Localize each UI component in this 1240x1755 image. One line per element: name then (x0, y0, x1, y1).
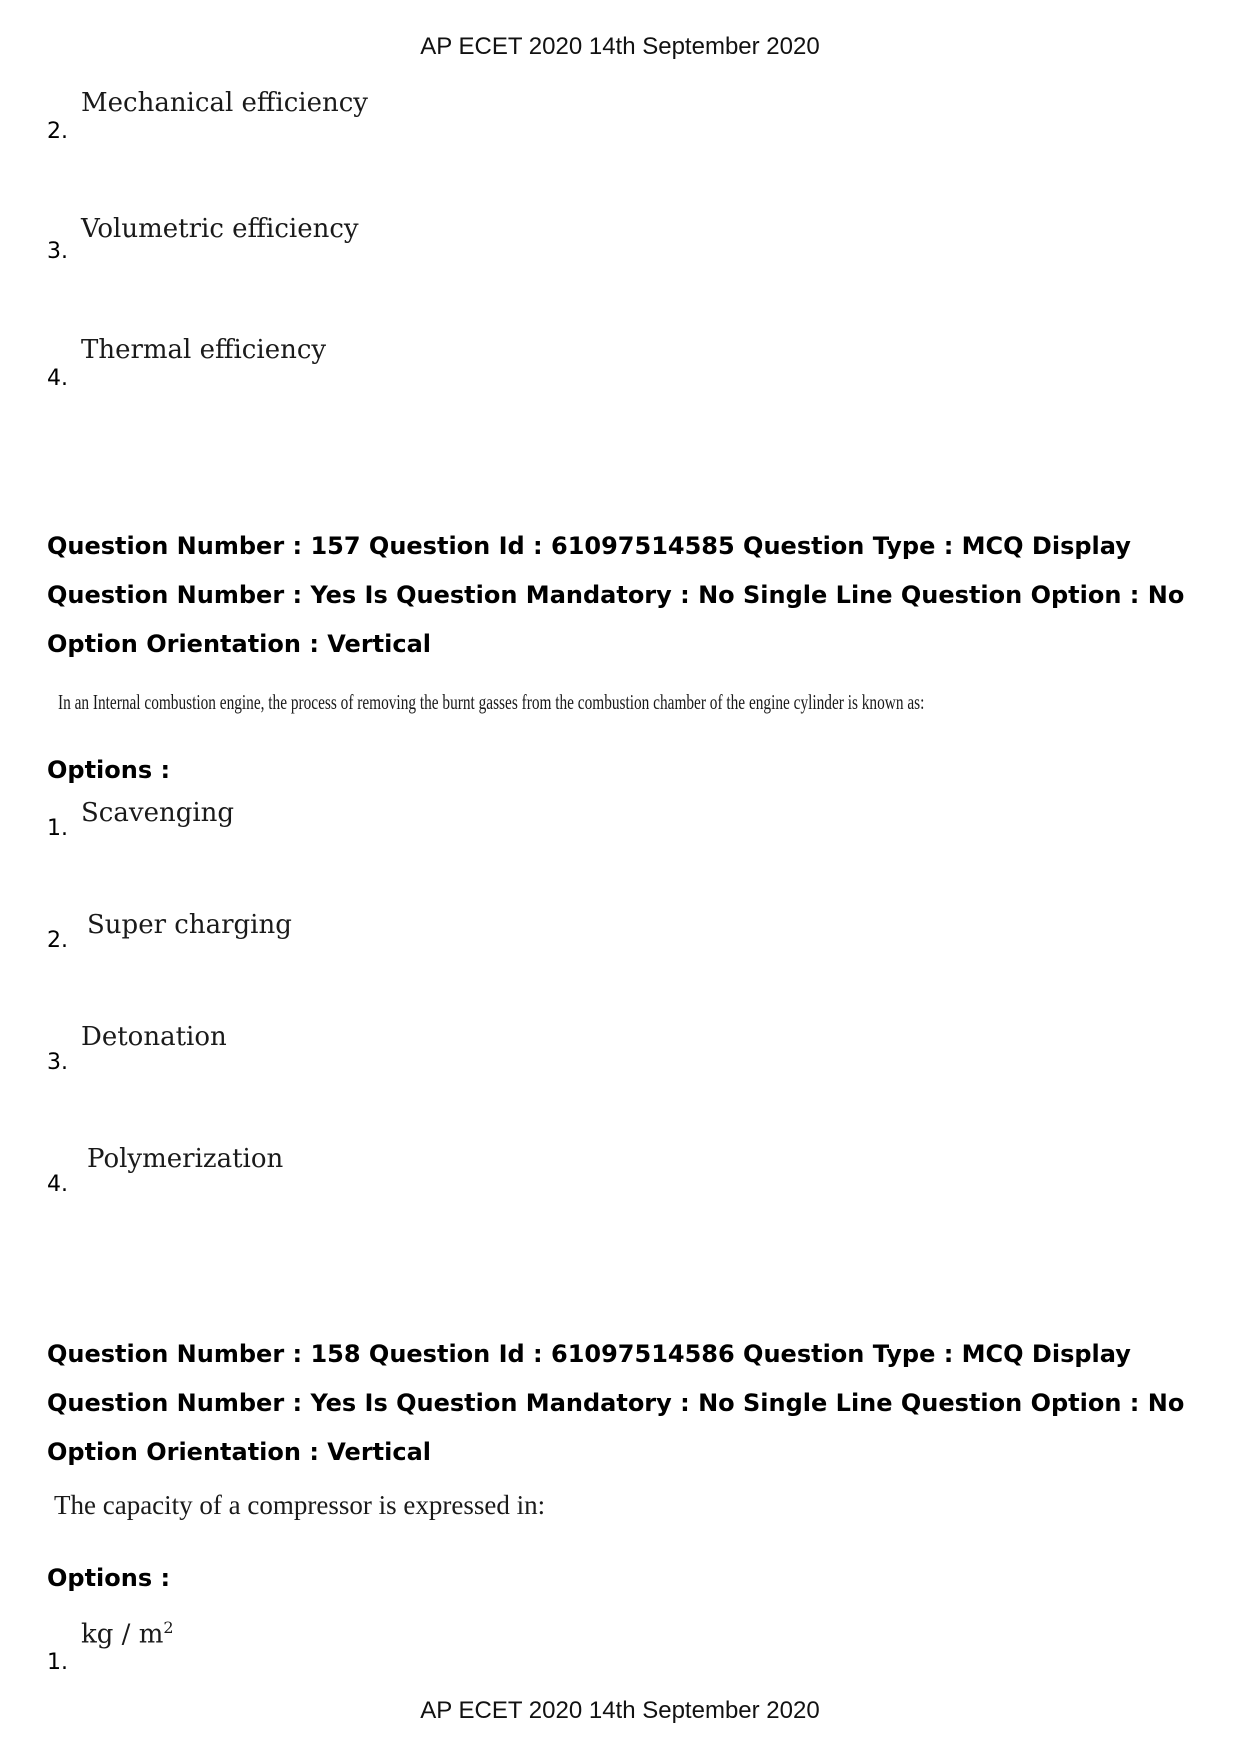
option-item[interactable] (47, 88, 747, 168)
option-number: 4. (47, 366, 68, 391)
option-text: Detonation (81, 1022, 227, 1052)
option-text: Volumetric efficiency (81, 214, 359, 244)
option-item[interactable] (47, 1614, 747, 1694)
question-meta: Question Number : 157 Question Id : 61097514585 Question Type : MCQ Display Question Number : Yes Is Question Mandatory : No Single Line Question Option : No Option Orientation : Vertical (47, 532, 1185, 658)
question-text: In an Internal combustion engine, the process of removing the burnt gasses from the combustion chamber of the engine cylinder is known as: (58, 690, 925, 714)
option-number: 2. (47, 928, 68, 953)
option-item[interactable] (47, 214, 747, 294)
option-text (81, 1618, 174, 1650)
options-label: Options : (47, 1564, 171, 1592)
option-number: 3. (47, 239, 68, 264)
option-text-base: kg / m (81, 1619, 164, 1650)
page-footer: AP ECET 2020 14th September 2020 (420, 1697, 820, 1724)
option-text: Thermal efficiency (81, 335, 327, 365)
option-number: 4. (47, 1172, 68, 1197)
option-number: 3. (47, 1050, 68, 1075)
option-text: Mechanical efficiency (81, 88, 368, 118)
option-text: Polymerization (87, 1144, 284, 1174)
option-number: 1. (47, 816, 68, 841)
option-text: Super charging (87, 910, 292, 940)
option-item[interactable] (47, 1022, 747, 1102)
option-item[interactable] (47, 1144, 747, 1224)
option-item[interactable] (47, 798, 747, 878)
option-number: 1. (47, 1650, 68, 1675)
option-text: Scavenging (81, 798, 235, 828)
question-meta: Question Number : 158 Question Id : 61097514586 Question Type : MCQ Display Question Number : Yes Is Question Mandatory : No Single Line Question Option : No Option Orientation : Vertical (47, 1340, 1185, 1466)
option-item[interactable] (47, 910, 747, 990)
page-header: AP ECET 2020 14th September 2020 (420, 33, 820, 60)
option-number: 2. (47, 119, 68, 144)
option-text-superscript: 2 (163, 1618, 174, 1637)
question-text: The capacity of a compressor is expressed in: (54, 1490, 546, 1520)
options-label: Options : (47, 756, 171, 784)
option-item[interactable] (47, 335, 747, 415)
